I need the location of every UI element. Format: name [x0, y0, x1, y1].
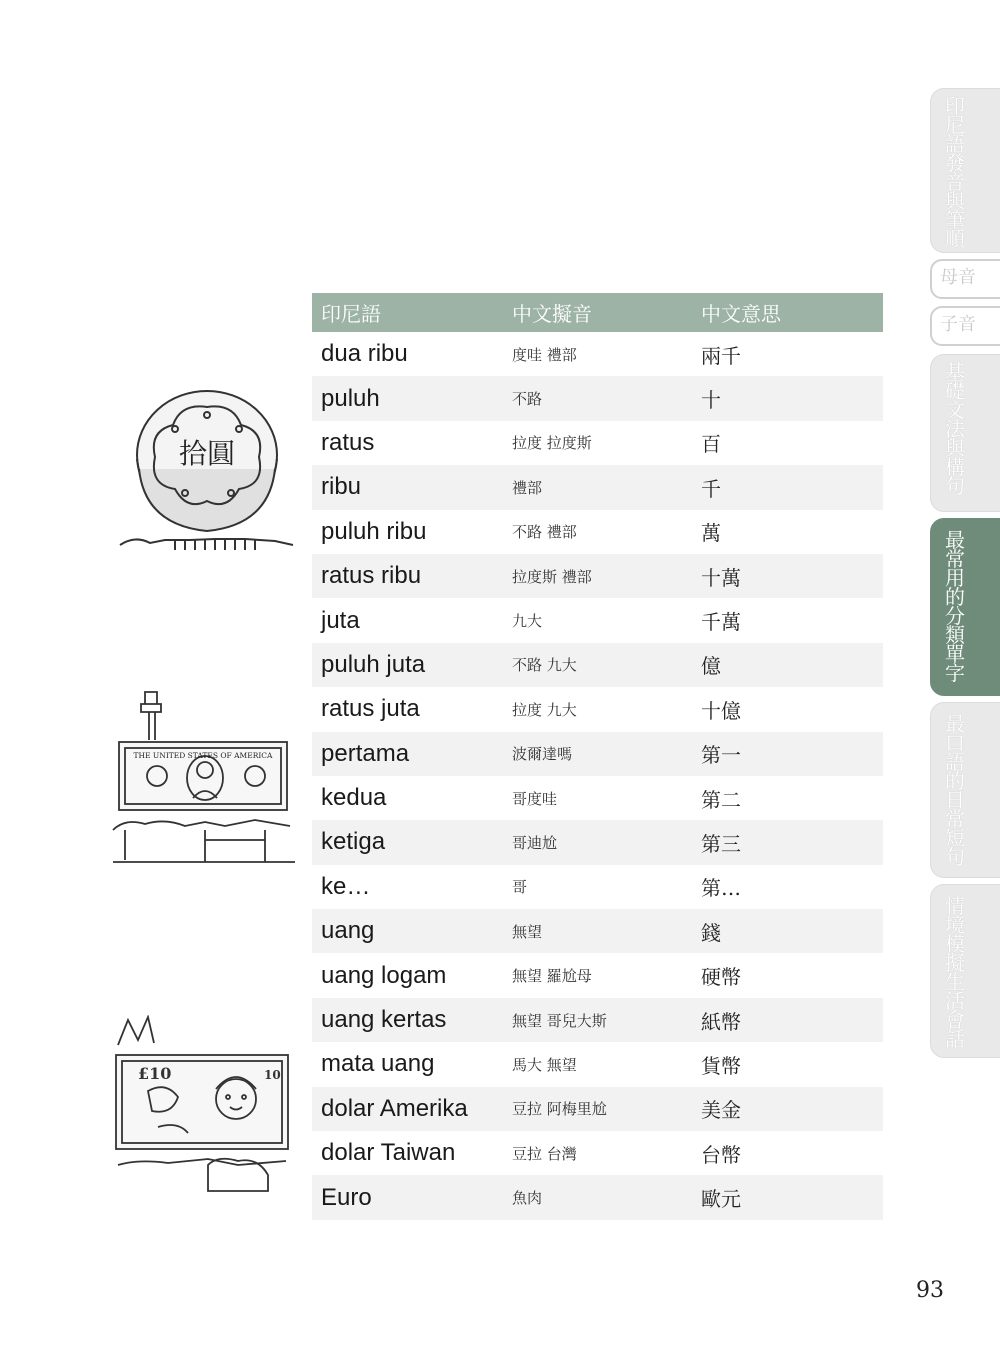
indonesian-word: ratus ribu	[321, 562, 422, 590]
chinese-pronunciation: 無望 哥兒大斯	[512, 1011, 607, 1030]
table-row	[312, 1087, 883, 1131]
chinese-pronunciation: 馬大 無望	[512, 1055, 577, 1074]
chinese-pronunciation: 不路 禮部	[512, 523, 577, 542]
pound-corner: 10	[264, 1068, 281, 1082]
tab-conversation-label: 情境模擬生活會話	[945, 894, 965, 1051]
tab-grammar-label: 基礎文法與構句	[945, 360, 965, 498]
tab-pronunciation[interactable]	[930, 88, 1000, 253]
header-pronunciation: 中文擬音	[512, 302, 592, 326]
tab-vowels[interactable]	[930, 259, 1000, 299]
table-row	[312, 465, 883, 509]
indonesian-word: uang logam	[321, 961, 447, 989]
table-header	[312, 293, 883, 332]
chinese-pronunciation: 豆拉 台灣	[512, 1144, 577, 1163]
indonesian-word: uang	[321, 917, 375, 945]
indonesian-word: dolar Amerika	[321, 1094, 468, 1122]
indonesian-word: mata uang	[321, 1050, 435, 1078]
indonesian-word: ratus juta	[321, 695, 420, 723]
table-row	[312, 687, 883, 731]
chinese-pronunciation: 不路	[512, 390, 543, 409]
indonesian-word: ke…	[321, 872, 371, 900]
tab-phrases-label: 最口語的日常短句	[945, 712, 965, 869]
chinese-meaning: 十	[701, 388, 721, 413]
table-row	[312, 1175, 883, 1219]
table-row	[312, 554, 883, 598]
chinese-pronunciation: 拉度 九大	[512, 700, 577, 719]
chinese-pronunciation: 魚肉	[512, 1189, 543, 1208]
table-row	[312, 643, 883, 687]
chinese-pronunciation: 哥度哇	[512, 789, 558, 808]
indonesian-word: Euro	[321, 1183, 372, 1211]
chinese-pronunciation: 哥迪尬	[512, 833, 558, 852]
table-row	[312, 953, 883, 997]
indonesian-word: puluh juta	[321, 650, 426, 678]
tab-pronunciation-label: 印尼語發音與筆順	[945, 94, 965, 251]
indonesian-word: puluh	[321, 384, 380, 412]
chinese-pronunciation: 拉度斯 禮部	[512, 567, 592, 586]
chinese-meaning: 億	[701, 654, 721, 679]
table-row	[312, 776, 883, 820]
pound-illustration	[108, 1015, 298, 1195]
chinese-meaning: 歐元	[701, 1187, 741, 1212]
table-row	[312, 332, 883, 376]
indonesian-word: kedua	[321, 784, 387, 812]
table-row	[312, 510, 883, 554]
chinese-meaning: 第…	[701, 876, 741, 901]
table-row	[312, 865, 883, 909]
tab-vowels-label: 母音	[940, 267, 976, 288]
vocabulary-table	[312, 293, 883, 1220]
tab-phrases[interactable]	[930, 702, 1000, 878]
tab-consonants-label: 子音	[940, 314, 976, 335]
chinese-pronunciation: 波爾達嗎	[512, 745, 573, 764]
table-row	[312, 598, 883, 642]
header-meaning: 中文意思	[701, 302, 781, 326]
chinese-meaning: 第一	[701, 743, 741, 768]
chinese-meaning: 硬幣	[701, 965, 741, 990]
chinese-meaning: 錢	[701, 920, 721, 945]
indonesian-word: pertama	[321, 739, 410, 767]
chinese-meaning: 台幣	[701, 1142, 741, 1167]
chinese-pronunciation: 無望	[512, 922, 543, 941]
table-row	[312, 1042, 883, 1086]
chinese-pronunciation: 拉度 拉度斯	[512, 434, 592, 453]
chinese-pronunciation: 無望 羅尬母	[512, 967, 592, 986]
indonesian-word: puluh ribu	[321, 517, 427, 545]
chinese-pronunciation: 不路 九大	[512, 656, 577, 675]
tab-consonants[interactable]	[930, 306, 1000, 346]
chinese-pronunciation: 禮部	[512, 478, 543, 497]
indonesian-word: uang kertas	[321, 1006, 447, 1034]
chinese-meaning: 兩千	[701, 343, 741, 368]
chinese-pronunciation: 九大	[512, 612, 543, 631]
chinese-meaning: 美金	[701, 1098, 741, 1123]
indonesian-word: ratus	[321, 428, 375, 456]
chinese-meaning: 第二	[701, 787, 741, 812]
tab-conversation[interactable]	[930, 884, 1000, 1058]
chinese-meaning: 千	[701, 476, 721, 501]
chinese-meaning: 第三	[701, 831, 741, 856]
chinese-meaning: 萬	[701, 521, 721, 546]
table-row	[312, 909, 883, 953]
chinese-meaning: 紙幣	[701, 1009, 741, 1034]
tab-vocabulary[interactable]	[930, 518, 1000, 696]
chinese-meaning: 貨幣	[701, 1053, 741, 1078]
tab-vocabulary-label: 最常用的分類單字	[945, 528, 965, 685]
table-row	[312, 421, 883, 465]
chinese-pronunciation: 度哇 禮部	[512, 345, 577, 364]
coin-text: 拾圓	[178, 437, 236, 470]
chinese-meaning: 百	[701, 432, 721, 457]
dollar-illustration	[105, 690, 300, 870]
indonesian-word: dolar Taiwan	[321, 1139, 456, 1167]
chinese-pronunciation: 豆拉 阿梅里尬	[512, 1100, 607, 1119]
table-row	[312, 998, 883, 1042]
table-row	[312, 820, 883, 864]
chinese-meaning: 十萬	[701, 565, 741, 590]
table-row	[312, 1131, 883, 1175]
chinese-pronunciation: 哥	[512, 878, 528, 897]
dollar-text: THE UNITED STATES OF AMERICA	[133, 751, 273, 760]
chinese-meaning: 十億	[701, 698, 741, 723]
table-row	[312, 732, 883, 776]
page-number: 93	[916, 1278, 944, 1303]
header-indonesian: 印尼語	[321, 302, 381, 326]
indonesian-word: ketiga	[321, 828, 386, 856]
table-row	[312, 376, 883, 420]
tab-grammar[interactable]	[930, 354, 1000, 512]
indonesian-word: ribu	[321, 473, 362, 501]
indonesian-word: dua ribu	[321, 340, 408, 368]
pound-value: £10	[138, 1064, 172, 1083]
chinese-meaning: 千萬	[701, 610, 741, 635]
indonesian-word: juta	[321, 606, 360, 634]
coin-illustration	[115, 385, 300, 555]
